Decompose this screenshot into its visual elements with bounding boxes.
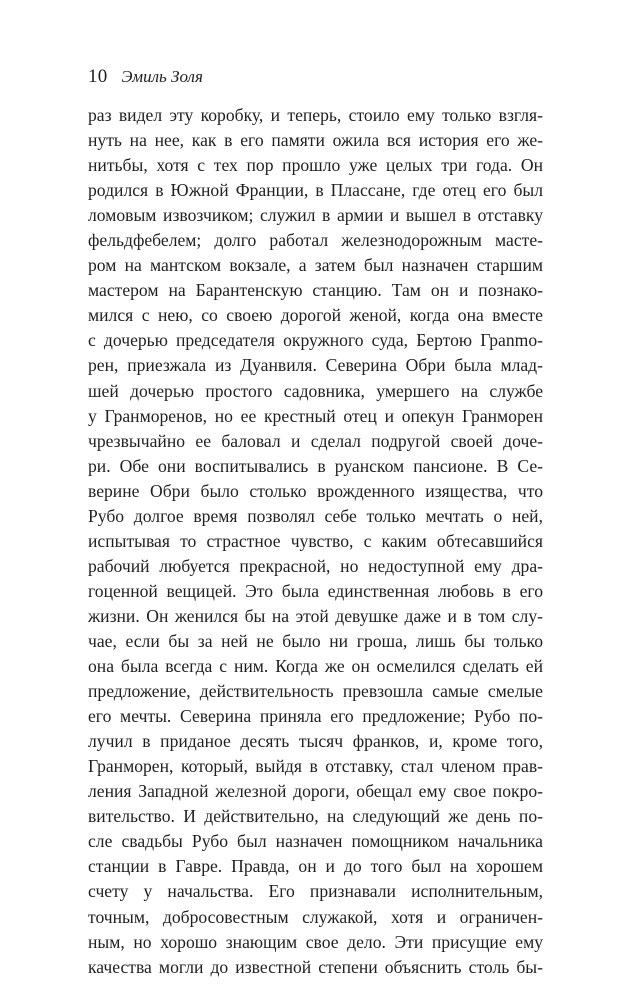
text-line: раз видел эту коробку, и теперь, стоило ему только взгля- [88,105,543,125]
text-line: жизни. Он женился бы на этой девушке даже и в том слу- [88,605,543,626]
page-header [88,66,203,88]
text-line: рен, приезжала из Дуанвиля. Северина Обри была млад- [88,355,543,376]
text-line: чрезвычайно ее баловал и сделал подругой своей доче- [88,430,543,451]
text-line: гоценной вещицей. Это была единственная любовь в его [88,580,543,601]
text-line: точным, добросовестным служакой, хотя и ограничен- [88,906,543,927]
text-line: у Гранморенов, но ее крестный отец и опекун Гранморен [88,405,543,426]
text-line: ления Западной железной дороги, обещал ему свое покро- [88,781,543,802]
text-line: качества могли до известной степени объяснить столь бы- [88,956,543,977]
text-line: его мечты. Северина приняла его предложение; Рубо по- [88,706,543,727]
text-line: сле свадьбы Рубо был назначен помощником начальника [88,831,543,852]
text-line: мастером на Барантенскую станцию. Там он и познако- [88,280,543,301]
text-line: фельдфебелем; долго работал железнодорожным масте- [88,230,543,251]
text-line: ром на мантском вокзале, а затем был назначен старшим [88,255,543,276]
page-number: 10 [88,66,108,87]
text-line: счету у начальства. Его признавали исполнительным, [88,881,543,902]
text-line: ломовым извозчиком; служил в армии и вышел в отставку [88,205,543,226]
text-line: Гранморен, который, выйдя в отставку, стал членом прав- [88,756,543,777]
text-line: чае, если бы за ней не было ни гроша, лишь бы только [88,630,543,651]
text-line: мился с нею, со своею дорогой женой, когда она вместе [88,305,543,326]
text-line: нуть на нее, как в его памяти ожила вся история его же- [88,130,543,151]
text-line: вительство. И действительно, на следующий же день по- [88,806,543,827]
text-line: нитьбы, хотя с тех пор прошло уже целых три года. Он [88,155,543,176]
body-text [88,103,543,980]
text-line: испытывая то страстное чувство, с каким обтесавшийся [88,530,543,551]
text-line: Рубо долгое время позволял себе только мечтать о ней, [88,505,543,526]
text-line: верине Обри было столько врожденного изящества, что [88,480,543,501]
text-line: лучил в приданое десять тысяч франков, и, кроме того, [88,731,543,752]
text-line: станции в Гавре. Правда, он и до того был на хорошем [88,856,543,877]
text-line: она была всегда с ним. Когда же он осмелился сделать ей [88,656,543,677]
text-line: рабочий любуется прекрасной, но недоступной ему дра- [88,555,543,576]
text-line: ри. Обе они воспитывались в руанском пансионе. В Се- [88,455,543,476]
text-line: предложение, действительность превзошла самые смелые [88,681,543,702]
running-head-author: Эмиль Золя [121,67,203,86]
text-line: с дочерью председателя окружного суда, Бертою Грanmo- [88,330,543,351]
text-line: ным, но хорошо знающим свое дело. Эти присущие ему [88,931,543,952]
text-line: родился в Южной Франции, в Плассане, где отец его был [88,180,543,201]
text-line: шей дочерью простого садовника, умершего на службе [88,380,543,401]
